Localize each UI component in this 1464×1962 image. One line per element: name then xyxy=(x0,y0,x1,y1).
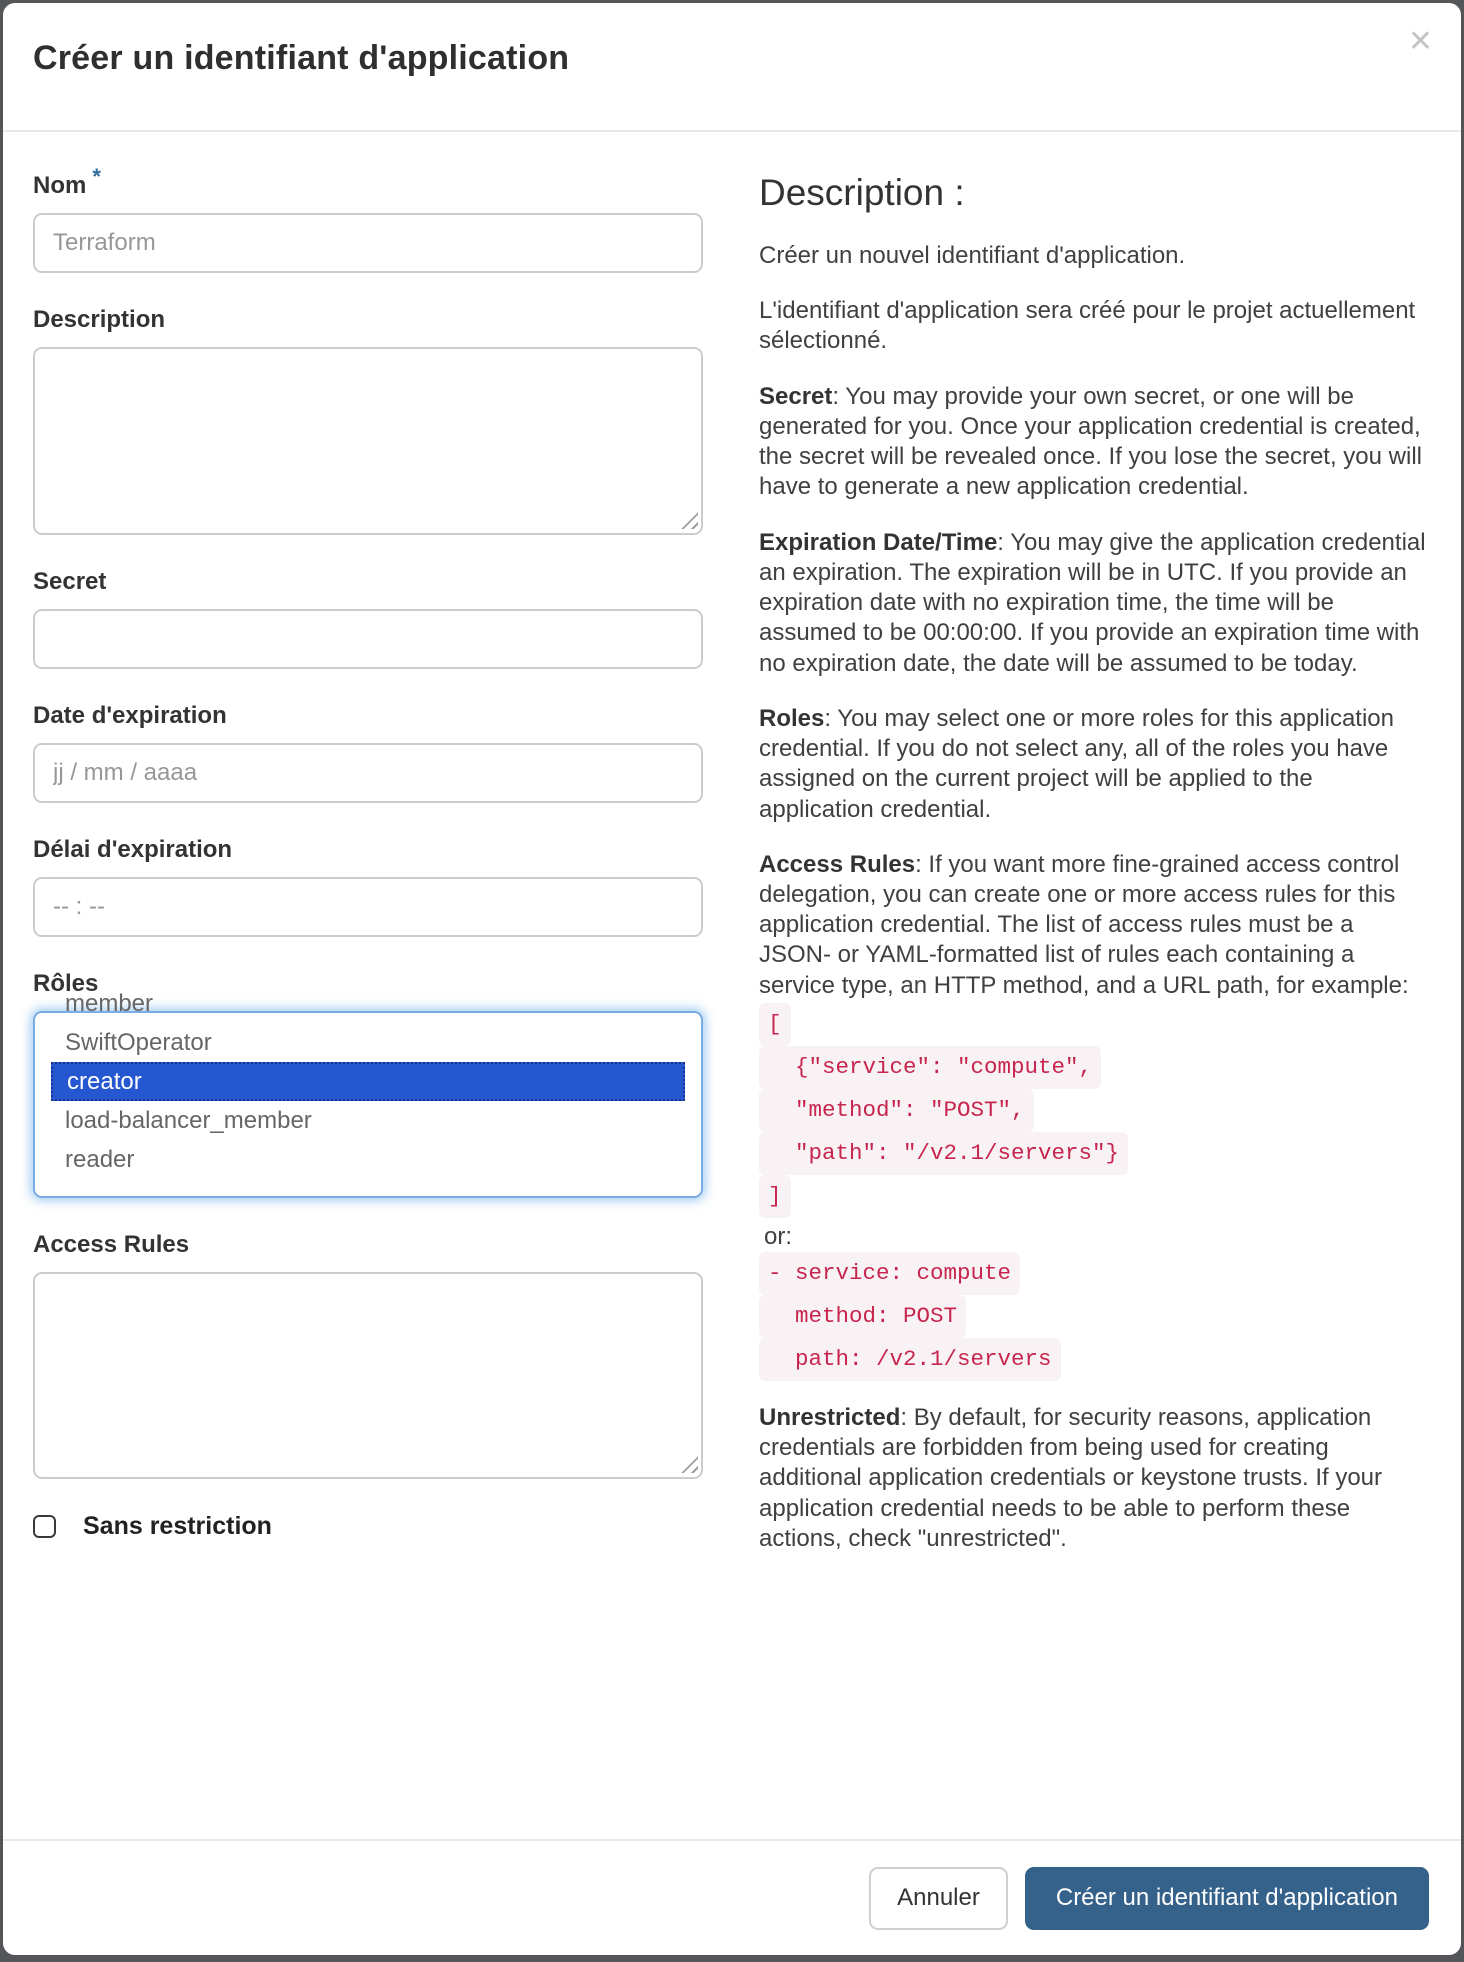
role-option-reader[interactable]: reader xyxy=(65,1146,135,1173)
help-lead: Secret xyxy=(759,382,833,410)
expiration-time-input[interactable] xyxy=(33,877,703,937)
credential-form xyxy=(33,164,703,1839)
unrestricted-checkbox[interactable] xyxy=(33,1515,56,1538)
code-line: {"service": "compute", xyxy=(759,1046,1101,1089)
code-line: "path": "/v2.1/servers"} xyxy=(759,1132,1128,1175)
help-lead: Unrestricted xyxy=(759,1403,901,1431)
role-option-load-balancer-member[interactable]: load-balancer_member xyxy=(65,1107,312,1134)
help-text: Créer un nouvel identifiant d'application. xyxy=(759,242,1186,269)
close-icon[interactable]: ✕ xyxy=(1407,24,1433,59)
roles-label: Rôles xyxy=(33,970,99,997)
unrestricted-row xyxy=(33,1512,703,1541)
help-paragraph xyxy=(759,850,1431,1001)
help-text: : You may select one or more roles for this application credential. If you do not select any, all of the roles you have assigned on the current project will be applied to the application credential. xyxy=(759,704,1394,823)
help-lead: Expiration Date/Time xyxy=(759,528,998,556)
modal-title: Créer un identifiant d'application xyxy=(33,39,570,77)
submit-button[interactable]: Créer un identifiant d'application xyxy=(1025,1867,1429,1930)
help-text: : If you want more fine-grained access control delegation, you can create one or more access rules for this application credential. The list of access rules must be a JSON- or YAML-formatted list of rules each containing a service type, an HTTP method, and a URL path, for example: xyxy=(759,850,1409,999)
help-text: : By default, for security reasons, application credentials are forbidden from being used for creating additional application credentials or keystone trusts. If your application credential needs to be able to perform these actions, check "unrestricted". xyxy=(759,1403,1383,1552)
code-line: ] xyxy=(759,1175,791,1218)
help-text: : You may provide your own secret, or one will be generated for you. Once your application credential is created, the secret will be revealed once. If you lose the secret, you will have to generate a new application credential. xyxy=(759,382,1422,501)
code-line: method: POST xyxy=(759,1295,966,1338)
help-panel xyxy=(759,172,1431,1839)
modal-footer xyxy=(3,1839,1461,1955)
secret-group xyxy=(33,568,703,669)
required-asterisk: * xyxy=(92,164,101,189)
code-line: path: /v2.1/servers xyxy=(759,1338,1061,1381)
role-option-swiftoperator[interactable]: SwiftOperator xyxy=(65,1029,212,1056)
expiration-date-group xyxy=(33,702,703,803)
cancel-button[interactable]: Annuler xyxy=(869,1867,1008,1930)
role-option-member[interactable]: member xyxy=(65,990,154,1017)
modal-body xyxy=(3,132,1461,1839)
name-label xyxy=(33,164,703,200)
help-paragraph xyxy=(759,704,1431,825)
name-group xyxy=(33,164,703,273)
role-option-creator[interactable]: creator xyxy=(51,1062,685,1101)
access-rules-label: Access Rules xyxy=(33,1231,190,1258)
access-rules-group xyxy=(33,1231,703,1479)
code-line: "method": "POST", xyxy=(759,1089,1034,1132)
code-line: - service: compute xyxy=(759,1252,1020,1295)
expiration-date-label: Date d'expiration xyxy=(33,702,227,729)
yaml-example-block xyxy=(759,1252,1431,1381)
description-label: Description xyxy=(33,306,166,333)
create-application-credential-modal xyxy=(3,3,1461,1955)
secret-input[interactable] xyxy=(33,609,703,669)
description-textarea[interactable] xyxy=(33,347,703,535)
help-text: L'identifiant d'application sera créé pour le projet actuellement sélectionné. xyxy=(759,297,1416,355)
help-paragraph xyxy=(759,1403,1431,1554)
help-paragraph xyxy=(759,528,1431,679)
modal-header xyxy=(3,3,1461,132)
help-lead: Roles xyxy=(759,704,825,732)
help-text: : You may give the application credential an expiration. The expiration will be in UTC. If you provide an expiration date with no expiration time, the time will be assumed to be 00:00:00. If you provide an expiration time with no expiration date, the date will be assumed to be today. xyxy=(759,528,1426,677)
name-label-text: Nom xyxy=(33,172,87,199)
help-paragraph xyxy=(759,296,1431,356)
help-paragraph xyxy=(759,241,1431,271)
help-paragraph xyxy=(759,382,1431,503)
help-heading: Description : xyxy=(759,172,965,213)
access-rules-textarea[interactable] xyxy=(33,1272,703,1479)
roles-listbox[interactable] xyxy=(33,990,703,1198)
expiration-time-group xyxy=(33,836,703,937)
name-input[interactable] xyxy=(33,213,703,273)
or-label: or: xyxy=(764,1222,793,1250)
secret-label: Secret xyxy=(33,568,107,595)
description-group xyxy=(33,306,703,535)
code-line: [ xyxy=(759,1003,791,1046)
json-example-block xyxy=(759,1003,1431,1218)
expiration-date-input[interactable] xyxy=(33,743,703,803)
expiration-time-label: Délai d'expiration xyxy=(33,836,233,863)
help-lead: Access Rules xyxy=(759,850,916,878)
unrestricted-label: Sans restriction xyxy=(83,1512,272,1540)
roles-group xyxy=(33,970,703,1198)
